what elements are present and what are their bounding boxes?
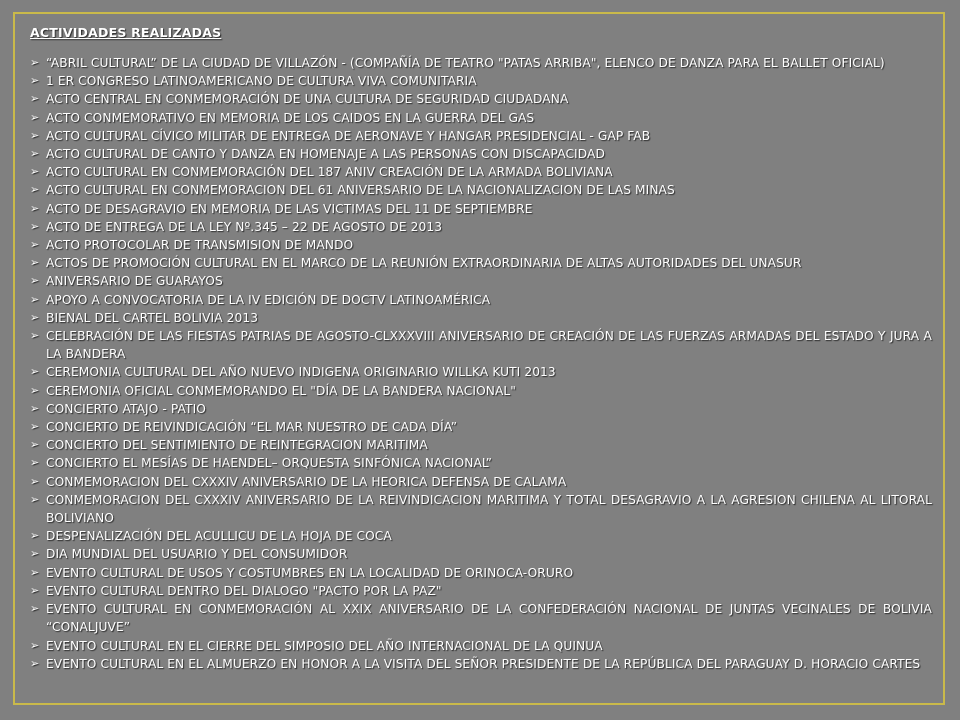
arrowhead-bullet-icon: ➢ (30, 638, 40, 652)
list-item (30, 145, 932, 163)
list-item (30, 400, 932, 418)
arrowhead-bullet-icon: ➢ (30, 383, 40, 397)
list-item-text: ACTO DE ENTREGA DE LA LEY Nº.345 – 22 DE AGOSTO DE 2013 (46, 219, 443, 234)
arrowhead-bullet-icon: ➢ (30, 456, 40, 470)
list-item (30, 545, 932, 563)
arrowhead-bullet-icon: ➢ (30, 147, 40, 161)
arrowhead-bullet-icon: ➢ (30, 92, 40, 106)
arrowhead-bullet-icon: ➢ (30, 547, 40, 561)
arrowhead-bullet-icon: ➢ (30, 292, 40, 306)
arrowhead-bullet-icon: ➢ (30, 74, 40, 88)
list-item-text: BIENAL DEL CARTEL BOLIVIA 2013 (46, 310, 259, 325)
list-item (30, 491, 932, 527)
arrowhead-bullet-icon: ➢ (30, 110, 40, 124)
list-item (30, 72, 932, 90)
list-item-text: DIA MUNDIAL DEL USUARIO Y DEL CONSUMIDOR (46, 547, 348, 562)
list-item (30, 363, 932, 381)
list-item-text: ACTOS DE PROMOCIÓN CULTURAL EN EL MARCO DE LA REUNIÓN EXTRAORDINARIA DE ALTAS AUTORIDADES DEL UNASUR (46, 256, 802, 271)
list-item-text: ACTO CENTRAL EN CONMEMORACIÓN DE UNA CULTURA DE SEGURIDAD CIUDADANA (46, 92, 569, 107)
list-item (30, 600, 932, 636)
arrowhead-bullet-icon: ➢ (30, 474, 40, 488)
arrowhead-bullet-icon: ➢ (30, 256, 40, 270)
list-item (30, 655, 932, 673)
list-item (30, 637, 932, 655)
list-item (30, 418, 932, 436)
list-item (30, 327, 932, 363)
list-item-text: APOYO A CONVOCATORIA DE LA IV EDICIÓN DE DOCTV LATINOAMÉRICA (46, 292, 491, 307)
list-item-text: EVENTO CULTURAL EN EL CIERRE DEL SIMPOSIO DEL AÑO INTERNACIONAL DE LA QUINUA (46, 638, 603, 653)
list-item-text: EVENTO CULTURAL DENTRO DEL DIALOGO "PACTO POR LA PAZ" (46, 583, 442, 598)
list-item-text: CEREMONIA OFICIAL CONMEMORANDO EL "DÍA DE LA BANDERA NACIONAL" (46, 383, 517, 398)
list-item-text: DESPENALIZACIÓN DEL ACULLICU DE LA HOJA DE COCA (46, 529, 392, 544)
list-item (30, 109, 932, 127)
list-item-text: EVENTO CULTURAL DE USOS Y COSTUMBRES EN LA LOCALIDAD DE ORINOCA-ORURO (46, 565, 574, 580)
list-item-text: CONMEMORACION DEL CXXXIV ANIVERSARIO DE LA HEORICA DEFENSA DE CALAMA (46, 474, 567, 489)
arrowhead-bullet-icon: ➢ (30, 492, 40, 506)
list-item (30, 127, 932, 145)
list-item (30, 527, 932, 545)
arrowhead-bullet-icon: ➢ (30, 310, 40, 324)
list-item (30, 54, 932, 72)
list-item-text: ACTO DE DESAGRAVIO EN MEMORIA DE LAS VICTIMAS DEL 11 DE SEPTIEMBRE (46, 201, 533, 216)
arrowhead-bullet-icon: ➢ (30, 602, 40, 616)
list-item-text: CEREMONIA CULTURAL DEL AÑO NUEVO INDIGENA ORIGINARIO WILLKA KUTI 2013 (46, 365, 556, 380)
list-item-text: 1 ER CONGRESO LATINOAMERICANO DE CULTURA VIVA COMUNITARIA (46, 74, 477, 89)
list-item-text: EVENTO CULTURAL EN EL ALMUERZO EN HONOR A LA VISITA DEL SEÑOR PRESIDENTE DE LA REPÚBLICA DEL PARAGUAY D. HORACIO CARTES (46, 656, 921, 671)
list-item-text: ANIVERSARIO DE GUARAYOS (46, 274, 223, 289)
list-item-text: EVENTO CULTURAL EN CONMEMORACIÓN AL XXIX ANIVERSARIO DE LA CONFEDERACIÓN NACIONAL DE JUNTAS VECINALES DE BOLIVIA “CONALJUVE” (46, 602, 932, 635)
list-item (30, 291, 932, 309)
list-item (30, 436, 932, 454)
list-item (30, 218, 932, 236)
list-item-text: CONMEMORACION DEL CXXXIV ANIVERSARIO DE LA REIVINDICACION MARITIMA Y TOTAL DESAGRAVIO A LA AGRESION CHILENA AL LITORAL BOLIVIANO (46, 492, 932, 526)
activities-list (30, 54, 932, 673)
arrowhead-bullet-icon: ➢ (30, 401, 40, 415)
list-item (30, 473, 932, 491)
arrowhead-bullet-icon: ➢ (30, 656, 40, 670)
arrowhead-bullet-icon: ➢ (30, 583, 40, 597)
list-item (30, 382, 932, 400)
arrowhead-bullet-icon: ➢ (30, 219, 40, 233)
arrowhead-bullet-icon: ➢ (30, 365, 40, 379)
arrowhead-bullet-icon: ➢ (30, 329, 40, 343)
list-item-text: CONCIERTO DEL SENTIMIENTO DE REINTEGRACION MARITIMA (46, 438, 428, 453)
arrowhead-bullet-icon: ➢ (30, 165, 40, 179)
list-item-text: ACTO PROTOCOLAR DE TRANSMISION DE MANDO (46, 238, 354, 253)
list-item-text: CONCIERTO ATAJO - PATIO (46, 401, 206, 416)
arrowhead-bullet-icon: ➢ (30, 420, 40, 434)
list-item-text: ACTO CULTURAL CÍVICO MILITAR DE ENTREGA DE AERONAVE Y HANGAR PRESIDENCIAL - GAP FAB (46, 128, 651, 143)
arrowhead-bullet-icon: ➢ (30, 201, 40, 215)
slide-title: ACTIVIDADES REALIZADAS (30, 25, 222, 40)
list-item (30, 254, 932, 272)
list-item (30, 272, 932, 290)
arrowhead-bullet-icon: ➢ (30, 183, 40, 197)
list-item (30, 90, 932, 108)
list-item (30, 181, 932, 199)
list-item-text: ACTO CULTURAL EN CONMEMORACIÓN DEL 187 ANIV CREACIÓN DE LA ARMADA BOLIVIANA (46, 165, 613, 180)
list-item (30, 582, 932, 600)
list-item (30, 564, 932, 582)
list-item-text: ACTO CULTURAL EN CONMEMORACION DEL 61 ANIVERSARIO DE LA NACIONALIZACION DE LAS MINAS (46, 183, 675, 198)
list-item-text: CONCIERTO DE REIVINDICACIÓN “EL MAR NUESTRO DE CADA DÍA” (46, 420, 458, 435)
list-item-text: ACTO CULTURAL DE CANTO Y DANZA EN HOMENAJE A LAS PERSONAS CON DISCAPACIDAD (46, 147, 605, 162)
list-item (30, 236, 932, 254)
arrowhead-bullet-icon: ➢ (30, 565, 40, 579)
list-item-text: CONCIERTO EL MESÍAS DE HAENDEL– ORQUESTA SINFÓNICA NACIONAL” (46, 456, 492, 471)
list-item (30, 163, 932, 181)
arrowhead-bullet-icon: ➢ (30, 438, 40, 452)
arrowhead-bullet-icon: ➢ (30, 274, 40, 288)
slide-content (30, 24, 932, 673)
list-item-text: CELEBRACIÓN DE LAS FIESTAS PATRIAS DE AGOSTO-CLXXXVIII ANIVERSARIO DE CREACIÓN DE LAS FUERZAS ARMADAS DEL ESTADO Y JURA A LA BANDERA (46, 329, 932, 362)
arrowhead-bullet-icon: ➢ (30, 128, 40, 142)
list-item (30, 309, 932, 327)
list-item (30, 200, 932, 218)
arrowhead-bullet-icon: ➢ (30, 529, 40, 543)
list-item-text: ACTO CONMEMORATIVO EN MEMORIA DE LOS CAIDOS EN LA GUERRA DEL GAS (46, 110, 535, 125)
list-item-text: “ABRIL CULTURAL” DE LA CIUDAD DE VILLAZÓN - (COMPAÑÍA DE TEATRO "PATAS ARRIBA", ELENCO DE DANZA PARA EL BALLET OFICIAL) (46, 56, 885, 70)
arrowhead-bullet-icon: ➢ (30, 238, 40, 252)
list-item (30, 454, 932, 472)
arrowhead-bullet-icon: ➢ (30, 56, 40, 69)
